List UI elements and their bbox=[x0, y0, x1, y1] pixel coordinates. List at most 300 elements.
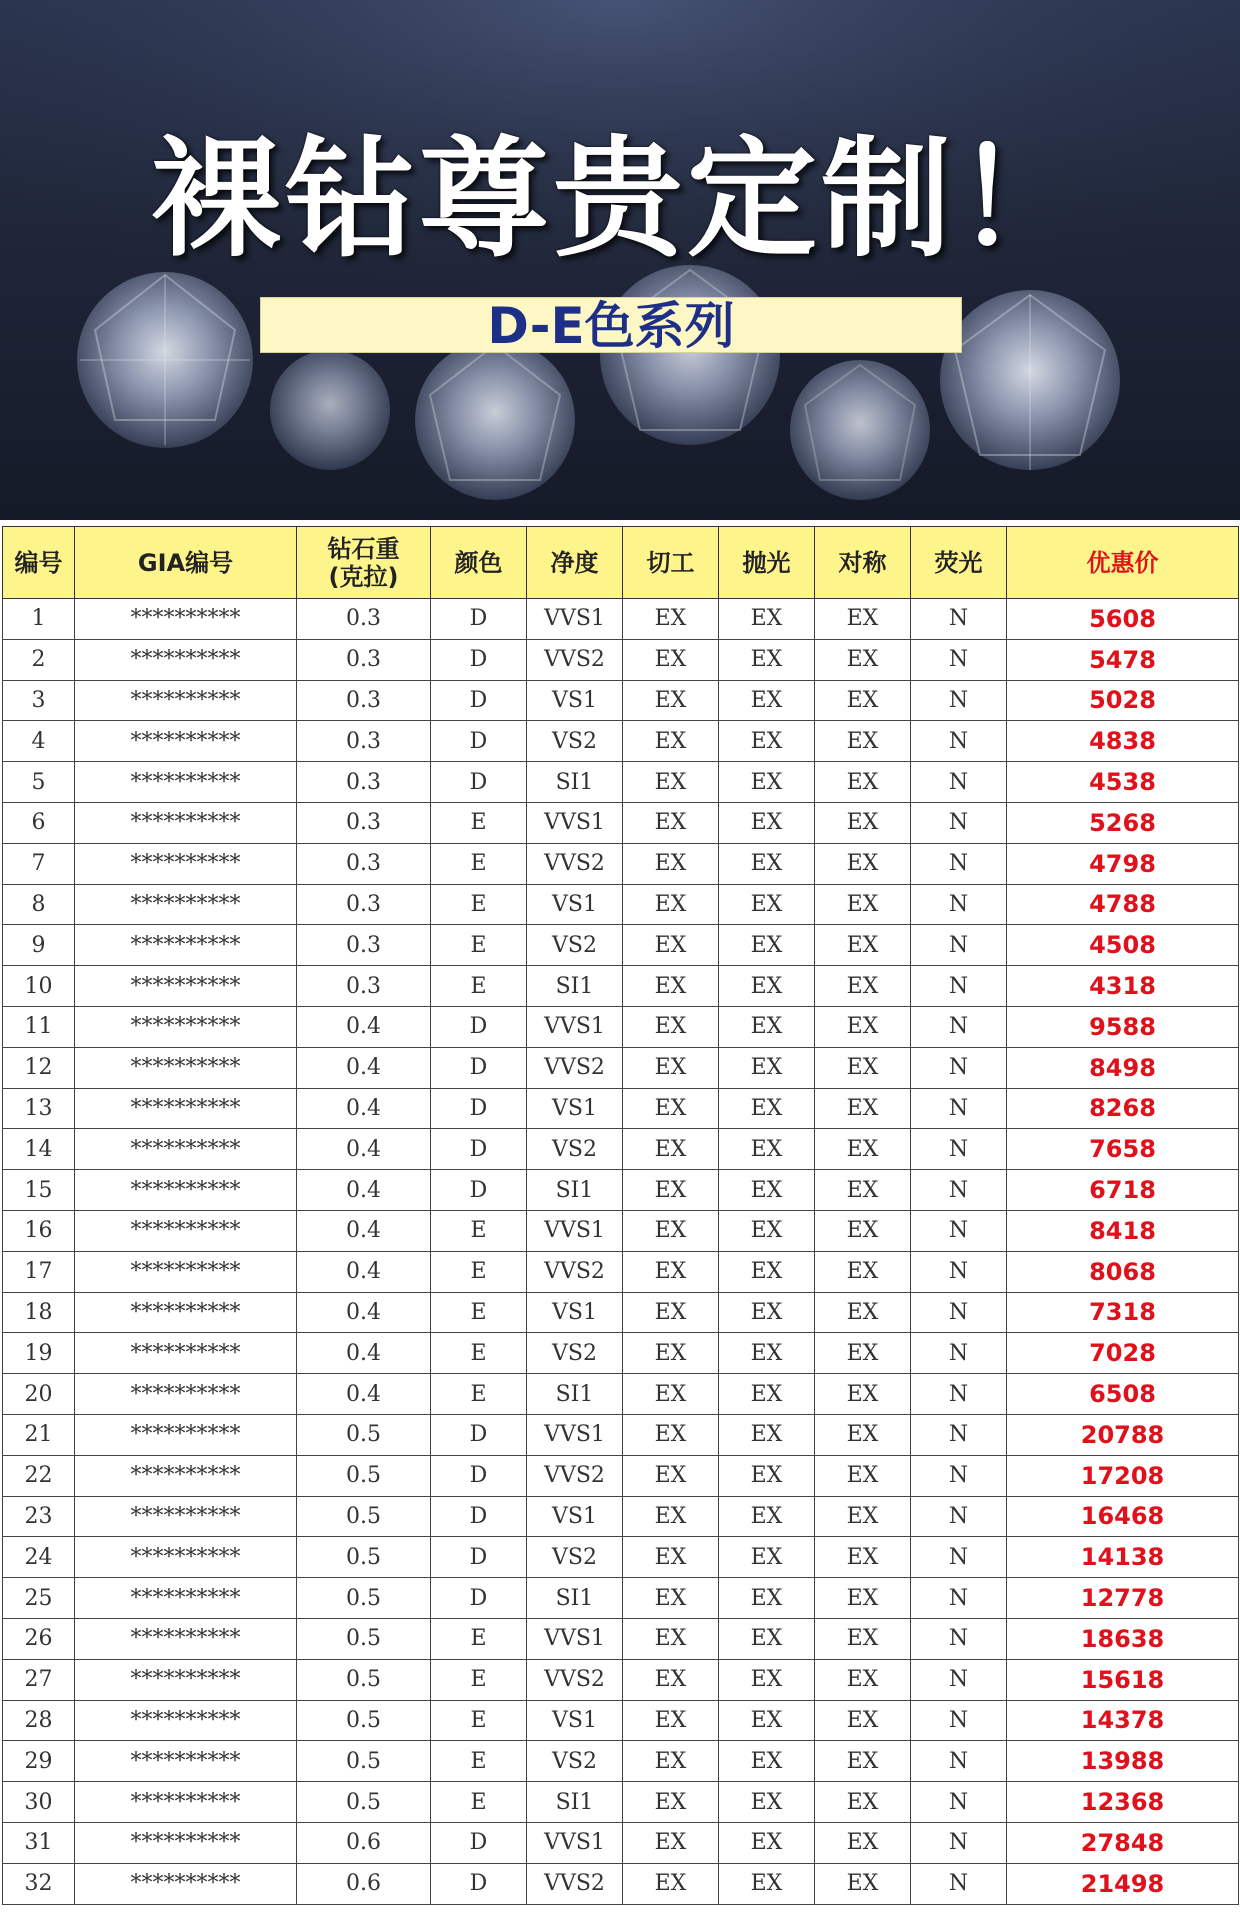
cell-clarity: VVS1 bbox=[527, 1414, 623, 1455]
cell-symmetry: EX bbox=[815, 1251, 911, 1292]
table-row bbox=[3, 1170, 1239, 1211]
cell-gia: ********** bbox=[75, 1659, 297, 1700]
cell-price: 5028 bbox=[1007, 680, 1239, 721]
cell-cut: EX bbox=[623, 1578, 719, 1619]
table-row bbox=[3, 925, 1239, 966]
cell-clarity: VS2 bbox=[527, 1741, 623, 1782]
cell-color: E bbox=[431, 1700, 527, 1741]
cell-fluorescence: N bbox=[911, 1088, 1007, 1129]
cell-symmetry: EX bbox=[815, 680, 911, 721]
table-row bbox=[3, 1374, 1239, 1415]
cell-price: 4318 bbox=[1007, 966, 1239, 1007]
cell-cut: EX bbox=[623, 1455, 719, 1496]
header-price: 优惠价 bbox=[1007, 527, 1239, 599]
cell-symmetry: EX bbox=[815, 1537, 911, 1578]
cell-weight: 0.5 bbox=[297, 1700, 431, 1741]
cell-symmetry: EX bbox=[815, 1333, 911, 1374]
cell-no: 12 bbox=[3, 1047, 75, 1088]
cell-fluorescence: N bbox=[911, 1333, 1007, 1374]
cell-color: D bbox=[431, 680, 527, 721]
cell-weight: 0.4 bbox=[297, 1210, 431, 1251]
cell-fluorescence: N bbox=[911, 1006, 1007, 1047]
cell-cut: EX bbox=[623, 1537, 719, 1578]
cell-fluorescence: N bbox=[911, 1170, 1007, 1211]
cell-clarity: VVS2 bbox=[527, 1863, 623, 1904]
cell-clarity: SI1 bbox=[527, 1782, 623, 1823]
table-body bbox=[3, 599, 1239, 1905]
cell-gia: ********** bbox=[75, 1088, 297, 1129]
cell-price: 8068 bbox=[1007, 1251, 1239, 1292]
cell-polish: EX bbox=[719, 1414, 815, 1455]
cell-price: 12368 bbox=[1007, 1782, 1239, 1823]
table-row bbox=[3, 762, 1239, 803]
cell-cut: EX bbox=[623, 1251, 719, 1292]
cell-clarity: VS1 bbox=[527, 1292, 623, 1333]
cell-gia: ********** bbox=[75, 1782, 297, 1823]
cell-polish: EX bbox=[719, 966, 815, 1007]
table-row bbox=[3, 1537, 1239, 1578]
table-row bbox=[3, 1496, 1239, 1537]
cell-symmetry: EX bbox=[815, 1782, 911, 1823]
cell-gia: ********** bbox=[75, 1455, 297, 1496]
cell-fluorescence: N bbox=[911, 966, 1007, 1007]
cell-color: D bbox=[431, 1537, 527, 1578]
cell-weight: 0.4 bbox=[297, 1088, 431, 1129]
cell-fluorescence: N bbox=[911, 721, 1007, 762]
cell-fluorescence: N bbox=[911, 1578, 1007, 1619]
cell-symmetry: EX bbox=[815, 1863, 911, 1904]
cell-cut: EX bbox=[623, 1047, 719, 1088]
cell-clarity: VS1 bbox=[527, 1700, 623, 1741]
cell-symmetry: EX bbox=[815, 1006, 911, 1047]
cell-fluorescence: N bbox=[911, 884, 1007, 925]
header-polish: 抛光 bbox=[719, 527, 815, 599]
cell-clarity: SI1 bbox=[527, 762, 623, 803]
cell-clarity: VVS1 bbox=[527, 1618, 623, 1659]
cell-symmetry: EX bbox=[815, 925, 911, 966]
cell-price: 12778 bbox=[1007, 1578, 1239, 1619]
cell-symmetry: EX bbox=[815, 1170, 911, 1211]
cell-cut: EX bbox=[623, 1618, 719, 1659]
cell-cut: EX bbox=[623, 1210, 719, 1251]
cell-fluorescence: N bbox=[911, 1659, 1007, 1700]
cell-fluorescence: N bbox=[911, 1822, 1007, 1863]
cell-no: 27 bbox=[3, 1659, 75, 1700]
cell-color: D bbox=[431, 1088, 527, 1129]
cell-polish: EX bbox=[719, 1496, 815, 1537]
cell-fluorescence: N bbox=[911, 1210, 1007, 1251]
cell-symmetry: EX bbox=[815, 1496, 911, 1537]
cell-fluorescence: N bbox=[911, 1129, 1007, 1170]
diamond-icon bbox=[415, 340, 575, 500]
cell-cut: EX bbox=[623, 680, 719, 721]
cell-weight: 0.5 bbox=[297, 1578, 431, 1619]
cell-no: 16 bbox=[3, 1210, 75, 1251]
cell-color: E bbox=[431, 1374, 527, 1415]
cell-cut: EX bbox=[623, 1822, 719, 1863]
cell-weight: 0.4 bbox=[297, 1006, 431, 1047]
header-fluorescence: 荧光 bbox=[911, 527, 1007, 599]
cell-symmetry: EX bbox=[815, 1822, 911, 1863]
cell-clarity: VVS2 bbox=[527, 639, 623, 680]
cell-symmetry: EX bbox=[815, 802, 911, 843]
cell-no: 32 bbox=[3, 1863, 75, 1904]
cell-weight: 0.4 bbox=[297, 1292, 431, 1333]
table-row bbox=[3, 843, 1239, 884]
cell-cut: EX bbox=[623, 1414, 719, 1455]
cell-color: D bbox=[431, 1006, 527, 1047]
cell-no: 7 bbox=[3, 843, 75, 884]
cell-no: 31 bbox=[3, 1822, 75, 1863]
cell-weight: 0.6 bbox=[297, 1863, 431, 1904]
cell-no: 13 bbox=[3, 1088, 75, 1129]
cell-price: 15618 bbox=[1007, 1659, 1239, 1700]
cell-clarity: SI1 bbox=[527, 1170, 623, 1211]
cell-polish: EX bbox=[719, 1251, 815, 1292]
cell-cut: EX bbox=[623, 802, 719, 843]
cell-polish: EX bbox=[719, 1170, 815, 1211]
cell-no: 20 bbox=[3, 1374, 75, 1415]
cell-cut: EX bbox=[623, 1863, 719, 1904]
cell-fluorescence: N bbox=[911, 1782, 1007, 1823]
table-row bbox=[3, 599, 1239, 640]
cell-no: 5 bbox=[3, 762, 75, 803]
cell-no: 26 bbox=[3, 1618, 75, 1659]
cell-cut: EX bbox=[623, 1129, 719, 1170]
cell-fluorescence: N bbox=[911, 843, 1007, 884]
header-no: 编号 bbox=[3, 527, 75, 599]
cell-weight: 0.4 bbox=[297, 1333, 431, 1374]
cell-symmetry: EX bbox=[815, 1618, 911, 1659]
cell-weight: 0.3 bbox=[297, 925, 431, 966]
cell-fluorescence: N bbox=[911, 1863, 1007, 1904]
table-row bbox=[3, 1047, 1239, 1088]
cell-cut: EX bbox=[623, 925, 719, 966]
cell-color: E bbox=[431, 843, 527, 884]
cell-polish: EX bbox=[719, 1863, 815, 1904]
cell-weight: 0.3 bbox=[297, 680, 431, 721]
cell-gia: ********** bbox=[75, 1210, 297, 1251]
cell-symmetry: EX bbox=[815, 721, 911, 762]
cell-color: D bbox=[431, 1170, 527, 1211]
cell-symmetry: EX bbox=[815, 762, 911, 803]
cell-gia: ********** bbox=[75, 639, 297, 680]
cell-weight: 0.5 bbox=[297, 1537, 431, 1578]
cell-weight: 0.3 bbox=[297, 884, 431, 925]
cell-cut: EX bbox=[623, 639, 719, 680]
cell-gia: ********** bbox=[75, 1251, 297, 1292]
cell-symmetry: EX bbox=[815, 1578, 911, 1619]
cell-no: 24 bbox=[3, 1537, 75, 1578]
header-weight bbox=[297, 527, 431, 599]
header-clarity: 净度 bbox=[527, 527, 623, 599]
cell-fluorescence: N bbox=[911, 1618, 1007, 1659]
cell-color: D bbox=[431, 762, 527, 803]
cell-no: 6 bbox=[3, 802, 75, 843]
cell-symmetry: EX bbox=[815, 639, 911, 680]
cell-price: 20788 bbox=[1007, 1414, 1239, 1455]
cell-polish: EX bbox=[719, 1782, 815, 1823]
cell-weight: 0.5 bbox=[297, 1741, 431, 1782]
cell-polish: EX bbox=[719, 1455, 815, 1496]
cell-color: D bbox=[431, 639, 527, 680]
table-row bbox=[3, 966, 1239, 1007]
cell-polish: EX bbox=[719, 1374, 815, 1415]
cell-no: 2 bbox=[3, 639, 75, 680]
cell-no: 15 bbox=[3, 1170, 75, 1211]
table-row bbox=[3, 1659, 1239, 1700]
cell-symmetry: EX bbox=[815, 1455, 911, 1496]
cell-gia: ********** bbox=[75, 680, 297, 721]
cell-weight: 0.4 bbox=[297, 1047, 431, 1088]
cell-polish: EX bbox=[719, 1129, 815, 1170]
cell-weight: 0.3 bbox=[297, 721, 431, 762]
table-row bbox=[3, 721, 1239, 762]
cell-price: 17208 bbox=[1007, 1455, 1239, 1496]
series-subtitle: D-E色系列 bbox=[260, 297, 962, 353]
cell-no: 30 bbox=[3, 1782, 75, 1823]
table-row bbox=[3, 1251, 1239, 1292]
cell-symmetry: EX bbox=[815, 966, 911, 1007]
cell-gia: ********** bbox=[75, 1700, 297, 1741]
table-row bbox=[3, 1863, 1239, 1904]
cell-price: 4538 bbox=[1007, 762, 1239, 803]
cell-weight: 0.5 bbox=[297, 1618, 431, 1659]
cell-no: 8 bbox=[3, 884, 75, 925]
cell-polish: EX bbox=[719, 639, 815, 680]
cell-cut: EX bbox=[623, 1659, 719, 1700]
cell-clarity: VS1 bbox=[527, 1088, 623, 1129]
table-row bbox=[3, 1414, 1239, 1455]
cell-color: D bbox=[431, 1414, 527, 1455]
cell-polish: EX bbox=[719, 1700, 815, 1741]
cell-color: E bbox=[431, 802, 527, 843]
cell-no: 1 bbox=[3, 599, 75, 640]
cell-clarity: SI1 bbox=[527, 1374, 623, 1415]
cell-gia: ********** bbox=[75, 1374, 297, 1415]
table-row bbox=[3, 1088, 1239, 1129]
cell-cut: EX bbox=[623, 843, 719, 884]
header-weight-line2: (克拉) bbox=[328, 562, 399, 591]
cell-color: D bbox=[431, 599, 527, 640]
cell-gia: ********** bbox=[75, 1618, 297, 1659]
cell-fluorescence: N bbox=[911, 1700, 1007, 1741]
cell-price: 4798 bbox=[1007, 843, 1239, 884]
cell-price: 16468 bbox=[1007, 1496, 1239, 1537]
hero-banner bbox=[0, 0, 1240, 520]
cell-cut: EX bbox=[623, 1333, 719, 1374]
cell-clarity: VS2 bbox=[527, 721, 623, 762]
page-headline: 裸钻尊贵定制！ bbox=[150, 123, 1089, 275]
cell-gia: ********** bbox=[75, 925, 297, 966]
cell-price: 8268 bbox=[1007, 1088, 1239, 1129]
cell-symmetry: EX bbox=[815, 1374, 911, 1415]
cell-gia: ********** bbox=[75, 721, 297, 762]
cell-price: 7318 bbox=[1007, 1292, 1239, 1333]
cell-clarity: VVS2 bbox=[527, 1251, 623, 1292]
cell-gia: ********** bbox=[75, 884, 297, 925]
cell-no: 28 bbox=[3, 1700, 75, 1741]
cell-polish: EX bbox=[719, 762, 815, 803]
cell-gia: ********** bbox=[75, 1537, 297, 1578]
cell-price: 8418 bbox=[1007, 1210, 1239, 1251]
cell-price: 4788 bbox=[1007, 884, 1239, 925]
cell-gia: ********** bbox=[75, 1741, 297, 1782]
table-row bbox=[3, 1618, 1239, 1659]
cell-gia: ********** bbox=[75, 966, 297, 1007]
table-row bbox=[3, 1822, 1239, 1863]
table-row bbox=[3, 680, 1239, 721]
cell-polish: EX bbox=[719, 1333, 815, 1374]
cell-color: E bbox=[431, 1251, 527, 1292]
cell-color: D bbox=[431, 1047, 527, 1088]
cell-gia: ********** bbox=[75, 1863, 297, 1904]
cell-polish: EX bbox=[719, 802, 815, 843]
cell-symmetry: EX bbox=[815, 599, 911, 640]
cell-weight: 0.3 bbox=[297, 966, 431, 1007]
cell-no: 17 bbox=[3, 1251, 75, 1292]
cell-clarity: VVS2 bbox=[527, 1455, 623, 1496]
diamond-icon bbox=[600, 265, 780, 445]
cell-gia: ********** bbox=[75, 802, 297, 843]
cell-price: 14378 bbox=[1007, 1700, 1239, 1741]
cell-no: 19 bbox=[3, 1333, 75, 1374]
cell-symmetry: EX bbox=[815, 884, 911, 925]
cell-gia: ********** bbox=[75, 1006, 297, 1047]
cell-symmetry: EX bbox=[815, 1088, 911, 1129]
cell-polish: EX bbox=[719, 1741, 815, 1782]
cell-clarity: VS1 bbox=[527, 1496, 623, 1537]
cell-clarity: VVS1 bbox=[527, 1006, 623, 1047]
cell-no: 4 bbox=[3, 721, 75, 762]
cell-polish: EX bbox=[719, 925, 815, 966]
cell-gia: ********** bbox=[75, 1414, 297, 1455]
cell-fluorescence: N bbox=[911, 1374, 1007, 1415]
cell-price: 9588 bbox=[1007, 1006, 1239, 1047]
cell-color: E bbox=[431, 1333, 527, 1374]
cell-price: 5608 bbox=[1007, 599, 1239, 640]
cell-no: 10 bbox=[3, 966, 75, 1007]
cell-polish: EX bbox=[719, 1578, 815, 1619]
cell-polish: EX bbox=[719, 1047, 815, 1088]
cell-no: 29 bbox=[3, 1741, 75, 1782]
cell-clarity: VS1 bbox=[527, 884, 623, 925]
cell-cut: EX bbox=[623, 1292, 719, 1333]
cell-no: 3 bbox=[3, 680, 75, 721]
cell-gia: ********** bbox=[75, 1496, 297, 1537]
cell-no: 9 bbox=[3, 925, 75, 966]
cell-gia: ********** bbox=[75, 762, 297, 803]
cell-cut: EX bbox=[623, 1496, 719, 1537]
cell-fluorescence: N bbox=[911, 1047, 1007, 1088]
cell-cut: EX bbox=[623, 762, 719, 803]
cell-clarity: VVS2 bbox=[527, 843, 623, 884]
cell-price: 4838 bbox=[1007, 721, 1239, 762]
table-row bbox=[3, 884, 1239, 925]
cell-cut: EX bbox=[623, 599, 719, 640]
cell-color: D bbox=[431, 1496, 527, 1537]
cell-cut: EX bbox=[623, 1006, 719, 1047]
diamond-icon bbox=[270, 350, 390, 470]
cell-color: D bbox=[431, 1129, 527, 1170]
cell-symmetry: EX bbox=[815, 1210, 911, 1251]
cell-no: 23 bbox=[3, 1496, 75, 1537]
cell-gia: ********** bbox=[75, 1047, 297, 1088]
cell-price: 6718 bbox=[1007, 1170, 1239, 1211]
header-symmetry: 对称 bbox=[815, 527, 911, 599]
cell-weight: 0.4 bbox=[297, 1251, 431, 1292]
cell-polish: EX bbox=[719, 1006, 815, 1047]
cell-clarity: SI1 bbox=[527, 1578, 623, 1619]
cell-clarity: VS1 bbox=[527, 680, 623, 721]
header-weight-line1: 钻石重 bbox=[327, 534, 400, 563]
cell-fluorescence: N bbox=[911, 1537, 1007, 1578]
cell-polish: EX bbox=[719, 1822, 815, 1863]
cell-weight: 0.3 bbox=[297, 843, 431, 884]
diamond-icon bbox=[790, 360, 930, 500]
cell-no: 25 bbox=[3, 1578, 75, 1619]
cell-fluorescence: N bbox=[911, 925, 1007, 966]
cell-symmetry: EX bbox=[815, 1129, 911, 1170]
cell-color: E bbox=[431, 1292, 527, 1333]
cell-price: 4508 bbox=[1007, 925, 1239, 966]
cell-symmetry: EX bbox=[815, 1741, 911, 1782]
cell-gia: ********** bbox=[75, 1578, 297, 1619]
cell-polish: EX bbox=[719, 1210, 815, 1251]
cell-color: D bbox=[431, 721, 527, 762]
table-row bbox=[3, 1455, 1239, 1496]
cell-fluorescence: N bbox=[911, 1496, 1007, 1537]
cell-weight: 0.5 bbox=[297, 1782, 431, 1823]
cell-color: E bbox=[431, 925, 527, 966]
cell-price: 21498 bbox=[1007, 1863, 1239, 1904]
cell-symmetry: EX bbox=[815, 843, 911, 884]
cell-polish: EX bbox=[719, 1659, 815, 1700]
diamond-icon bbox=[940, 290, 1120, 470]
cell-price: 7658 bbox=[1007, 1129, 1239, 1170]
cell-price: 13988 bbox=[1007, 1741, 1239, 1782]
cell-clarity: VS2 bbox=[527, 1333, 623, 1374]
table-row bbox=[3, 802, 1239, 843]
cell-weight: 0.6 bbox=[297, 1822, 431, 1863]
cell-fluorescence: N bbox=[911, 802, 1007, 843]
cell-no: 22 bbox=[3, 1455, 75, 1496]
cell-weight: 0.5 bbox=[297, 1659, 431, 1700]
cell-clarity: VS2 bbox=[527, 1537, 623, 1578]
cell-gia: ********** bbox=[75, 1292, 297, 1333]
table-row bbox=[3, 1129, 1239, 1170]
cell-gia: ********** bbox=[75, 1129, 297, 1170]
cell-symmetry: EX bbox=[815, 1414, 911, 1455]
table-row bbox=[3, 1333, 1239, 1374]
cell-clarity: VS2 bbox=[527, 1129, 623, 1170]
cell-fluorescence: N bbox=[911, 1741, 1007, 1782]
cell-symmetry: EX bbox=[815, 1292, 911, 1333]
cell-cut: EX bbox=[623, 884, 719, 925]
cell-cut: EX bbox=[623, 721, 719, 762]
cell-weight: 0.4 bbox=[297, 1129, 431, 1170]
cell-polish: EX bbox=[719, 1292, 815, 1333]
cell-fluorescence: N bbox=[911, 639, 1007, 680]
cell-cut: EX bbox=[623, 1170, 719, 1211]
cell-clarity: VVS2 bbox=[527, 1047, 623, 1088]
cell-fluorescence: N bbox=[911, 1414, 1007, 1455]
cell-fluorescence: N bbox=[911, 680, 1007, 721]
cell-clarity: VS2 bbox=[527, 925, 623, 966]
cell-fluorescence: N bbox=[911, 599, 1007, 640]
cell-polish: EX bbox=[719, 721, 815, 762]
cell-cut: EX bbox=[623, 1782, 719, 1823]
